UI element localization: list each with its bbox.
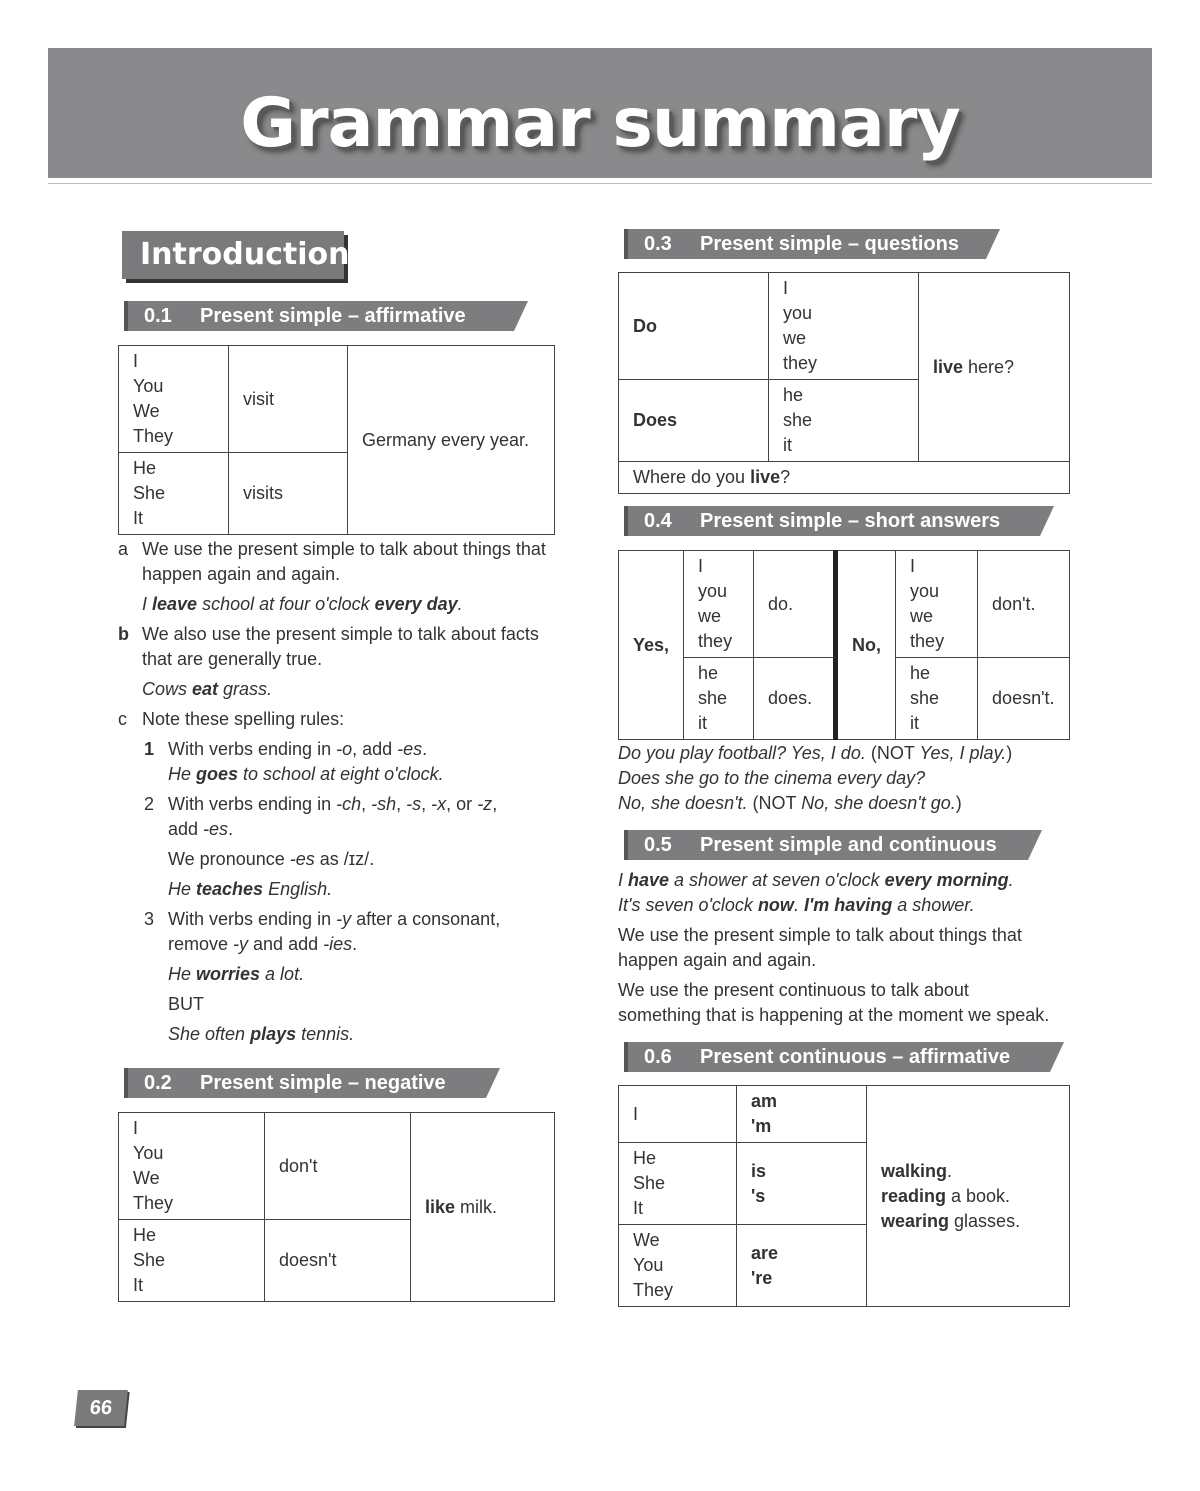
example-b: Cows eat grass. bbox=[142, 679, 273, 699]
rule-2-example: He teaches English. bbox=[168, 879, 333, 899]
pronoun-cell: He She It bbox=[119, 453, 229, 535]
pronoun-cell: I you we they bbox=[896, 551, 978, 658]
present-simple-negative-table bbox=[118, 1112, 555, 1302]
verb-cell: are 're bbox=[737, 1225, 867, 1307]
section-0-2-header bbox=[124, 1068, 486, 1098]
short-answer-cell: do. bbox=[754, 551, 836, 658]
short-answer-examples: Do you play football? Yes, I do. (NOT Yes, I play.) Does she go to the cinema every day? No, she doesn't. (NOT No, she doesn't go.) bbox=[618, 743, 1013, 813]
section-title: Present continuous – affirmative bbox=[700, 1046, 1011, 1068]
introduction-heading: Introduction bbox=[122, 231, 344, 279]
verb-cell: am 'm bbox=[737, 1086, 867, 1143]
object-cell: Germany every year. bbox=[348, 346, 555, 535]
section-title: Present simple – affirmative bbox=[200, 305, 466, 327]
section-number: 0.6 bbox=[644, 1046, 672, 1068]
present-continuous-affirmative-table bbox=[618, 1085, 1070, 1307]
section-0-1-header bbox=[124, 301, 514, 331]
auxiliary-cell: Do bbox=[619, 273, 769, 380]
section-number: 0.3 bbox=[644, 233, 672, 255]
rule-2: 2 With verbs ending in -ch, -sh, -s, -x, or -z, bbox=[144, 794, 498, 814]
wh-question-cell: Where do you live? bbox=[619, 462, 1070, 494]
rule-2-pronunciation: We pronounce -es as /ɪz/. bbox=[168, 849, 375, 869]
pronoun-cell: He She It bbox=[619, 1143, 737, 1225]
note-a: a We use the present simple to talk about things that bbox=[118, 539, 546, 559]
pronoun-cell: he she it bbox=[769, 380, 919, 462]
pronoun-cell: I bbox=[619, 1086, 737, 1143]
section-0-6-header bbox=[624, 1042, 1050, 1072]
short-answer-cell: does. bbox=[754, 658, 836, 740]
banner-edge bbox=[48, 176, 1152, 184]
auxiliary-cell: Does bbox=[619, 380, 769, 462]
example-a: I leave school at four o'clock every day. bbox=[142, 594, 463, 614]
auxiliary-cell: doesn't bbox=[265, 1220, 411, 1302]
pronoun-cell: I You We They bbox=[119, 1113, 265, 1220]
rule-1: 1 With verbs ending in -o, add -es. bbox=[144, 739, 428, 759]
rule-3: 3 With verbs ending in -y after a consonant, bbox=[144, 909, 501, 929]
note-c: c Note these spelling rules: bbox=[118, 709, 345, 729]
pronoun-cell: We You They bbox=[619, 1225, 737, 1307]
usage-notes: a We use the present simple to talk about things that happen again and again. I leave school at four o'clock every day. b We also use the present simple to talk about facts that are generally true. Cows eat grass. c Note these spelling rules: 1 With verbs ending in -o, add -es. He goes to school at eight o'clock. 2 With verbs ending in -ch, -sh, -s, -x, or -z, add -es. We pronounce -es as /ɪz/. He teaches English. 3 With verbs ending in -y after a consonant, remove -y and add -ies. He worries a lot. BUT She often plays tennis. bbox=[118, 537, 588, 1047]
section-title: Present simple and continuous bbox=[700, 834, 997, 856]
present-simple-affirmative-table bbox=[118, 345, 555, 535]
rule-1-example: He goes to school at eight o'clock. bbox=[168, 764, 444, 784]
page-title: Grammar summary bbox=[240, 84, 960, 163]
short-answer-cell: don't. bbox=[978, 551, 1070, 658]
section-0-4-header bbox=[624, 506, 1040, 536]
note-b: b We also use the present simple to talk about facts bbox=[118, 624, 539, 644]
verb-cell: visit bbox=[229, 346, 348, 453]
section-number: 0.5 bbox=[644, 834, 672, 856]
pronoun-cell: I You We They bbox=[119, 346, 229, 453]
verb-cell: live here? bbox=[919, 273, 1070, 462]
short-answers-table bbox=[618, 550, 1070, 740]
rule-3-example-2: She often plays tennis. bbox=[168, 1024, 355, 1044]
pronoun-cell: I you we they bbox=[769, 273, 919, 380]
simple-vs-continuous-text: I have a shower at seven o'clock every morning. It's seven o'clock now. I'm having a shower. We use the present simple to talk about things that happen again and again. We use the present continuous to talk about something that is happening at the moment we speak. bbox=[618, 870, 1050, 1025]
pronoun-cell: He She It bbox=[119, 1220, 265, 1302]
participle-cell: walking. reading a book. wearing glasses. bbox=[867, 1086, 1070, 1307]
section-title: Present simple – questions bbox=[700, 233, 959, 255]
section-0-5-header bbox=[624, 830, 1028, 860]
object-cell: like milk. bbox=[411, 1113, 555, 1302]
section-0-3-header bbox=[624, 229, 986, 259]
pronoun-cell: he she it bbox=[896, 658, 978, 740]
section-number: 0.2 bbox=[144, 1072, 172, 1094]
verb-cell: is 's bbox=[737, 1143, 867, 1225]
pronoun-cell: I you we they bbox=[684, 551, 754, 658]
no-cell: No, bbox=[836, 551, 896, 740]
section-number: 0.1 bbox=[144, 305, 172, 327]
auxiliary-cell: don't bbox=[265, 1113, 411, 1220]
section-title: Present simple – negative bbox=[200, 1072, 446, 1094]
yes-cell: Yes, bbox=[619, 551, 684, 740]
pronoun-cell: he she it bbox=[684, 658, 754, 740]
verb-cell: visits bbox=[229, 453, 348, 535]
section-title: Present simple – short answers bbox=[700, 510, 1001, 532]
section-number: 0.4 bbox=[644, 510, 672, 532]
page-number: 66 bbox=[74, 1390, 128, 1426]
present-simple-questions-table bbox=[618, 272, 1070, 494]
short-answer-cell: doesn't. bbox=[978, 658, 1070, 740]
rule-3-example: He worries a lot. bbox=[168, 964, 305, 984]
